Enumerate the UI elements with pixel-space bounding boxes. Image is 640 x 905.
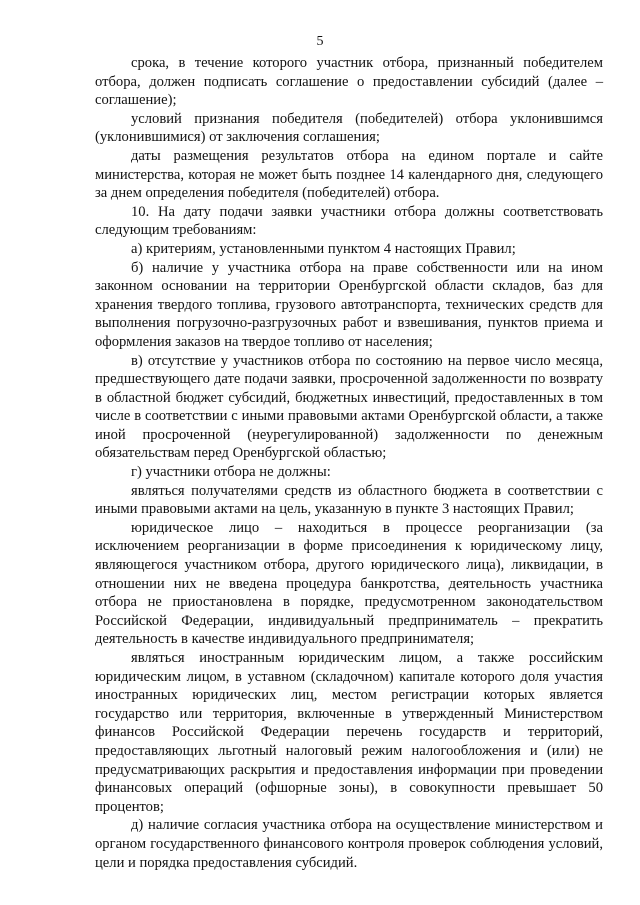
paragraph-item-d: д) наличие согласия участника отбора на осуществление министерством и органом государственного финансового контроля проверок соблюдения условий, цели и порядка предоставления субсидий. <box>95 817 603 871</box>
document-body <box>95 54 603 872</box>
page-number: 5 <box>316 34 324 49</box>
paragraph-evasion-conditions: условий признания победителя (победителей) отбора уклонившимся (уклонившимися) от заключения соглашения; <box>95 110 603 146</box>
paragraph-foreign-entity: являться иностранным юридическим лицом, а также российским юридическим лицом, в уставном (складочном) капитале которого доля участия иностранных юридических лиц, местом регистрации которых является государство или территория, включенные в утвержденный Министерством финансов Российской Федерации перечень государств и территорий, предоставляющих льготный налоговый режим налогообложения и (или) не предусматривающих раскрытия и предоставления информации при проведении финансовых операций (офшорные зоны), в совокупности превышает 50 процентов; <box>95 650 603 815</box>
paragraph-deadline-sign-agreement: срока, в течение которого участник отбора, признанный победителем отбора, должен подписать соглашение о предоставлении субсидий (далее – соглашение); <box>95 55 603 109</box>
paragraph-results-publication: даты размещения результатов отбора на едином портале и сайте министерства, которая не может быть позднее 14 календарного дня, следующего за днем определения победителя (победителей) отбора. <box>95 147 603 202</box>
paragraph-item-a: а) критериям, установленными пунктом 4 настоящих Правил; <box>131 240 516 257</box>
paragraph-item-10: 10. На дату подачи заявки участники отбора должны соответствовать следующим требованиям: <box>95 203 603 239</box>
paragraph-item-v: в) отсутствие у участников отбора по состоянию на первое число месяца, предшествующего дате подачи заявки, просроченной задолженности по возврату в областной бюджет субсидий, бюджетных инвестиций, предоставленных в том числе в соответствии с иными правовыми актами Оренбургской области, а также иной просроченной (неурегулированной) задолженности по денежным обязательствам перед Оренбургской областью; <box>95 352 603 462</box>
paragraph-item-b: б) наличие у участника отбора на праве собственности или на ином законном основании на территории Оренбургской области складов, баз для хранения твердого топлива, грузового автотранспорта, технических средств для выполнения погрузочно-разгрузочных работ и взвешивания, пунктов приема и оформления заказов на твердое топливо от населения; <box>95 259 603 350</box>
paragraph-item-g: г) участники отбора не должны: <box>131 464 331 481</box>
paragraph-legal-entity: юридическое лицо – находиться в процессе реорганизации (за исключением реорганизации в форме присоединения к юридическому лицу, являющегося участником отбора, другого юридического лица), ликвидации, в отношении них не введена процедура банкротства, деятельность участника отбора не приостановлена в порядке, предусмотренном законодательством Российской Федерации, индивидуальный предприниматель – прекратить деятельность в качестве индивидуального предпринимателя; <box>95 519 603 648</box>
paragraph-budget-recipients: являться получателями средств из областного бюджета в соответствии с иными правовыми актами на цель, указанную в пункте 3 настоящих Правил; <box>95 482 603 518</box>
